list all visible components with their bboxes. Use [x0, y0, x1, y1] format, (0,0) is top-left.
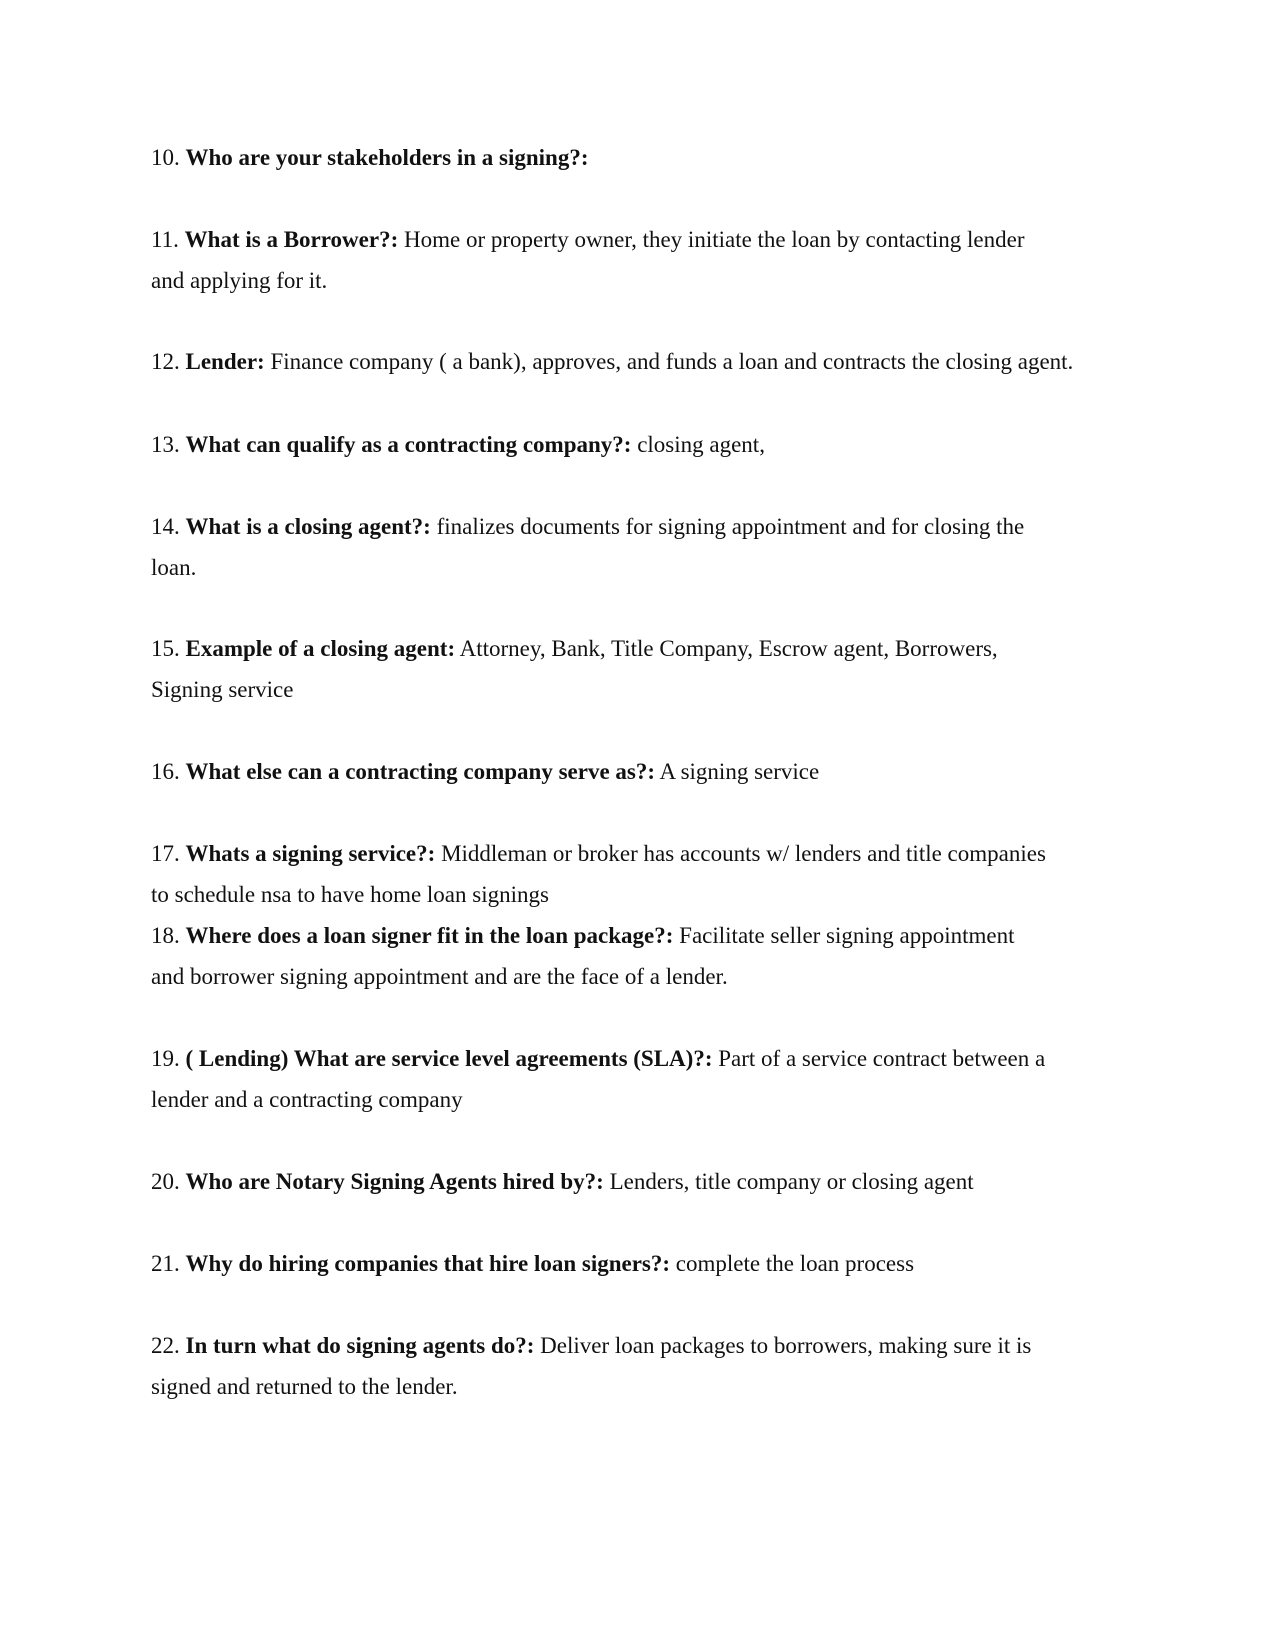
item-answer: closing agent, [637, 432, 765, 457]
item-answer: complete the loan process [675, 1251, 915, 1276]
item-number: 19. [151, 1046, 180, 1071]
item-15-continuation: Signing service [151, 677, 294, 702]
item-19 [151, 1046, 1045, 1072]
item-question: What else can a contracting company serve as?: [185, 759, 656, 784]
item-22-continuation: signed and returned to the lender. [151, 1374, 458, 1399]
item-question: Example of a closing agent: [185, 636, 456, 661]
item-17-continuation: to schedule nsa to have home loan signings [151, 882, 549, 907]
item-question: Where does a loan signer fit in the loan package?: [185, 923, 674, 948]
item-number: 17. [151, 841, 180, 866]
item-question: In turn what do signing agents do?: [185, 1333, 535, 1358]
item-20 [151, 1169, 974, 1195]
item-19-continuation: lender and a contracting company [151, 1087, 463, 1112]
item-18-continuation: and borrower signing appointment and are the face of a lender. [151, 964, 728, 989]
item-number: 15. [151, 636, 180, 661]
item-answer: finalizes documents for signing appointment and for closing the [436, 514, 1025, 539]
item-22 [151, 1333, 1031, 1359]
item-14-continuation: loan. [151, 555, 197, 580]
item-answer: Home or property owner, they initiate the loan by contacting lender [403, 227, 1025, 252]
item-number: 13. [151, 432, 180, 457]
item-18 [151, 923, 1015, 949]
item-number: 14. [151, 514, 180, 539]
item-13 [151, 432, 765, 458]
item-11-continuation: and applying for it. [151, 268, 328, 293]
item-14 [151, 514, 1024, 540]
item-question: What is a Borrower?: [184, 227, 399, 252]
item-answer: Deliver loan packages to borrowers, making sure it is [540, 1333, 1032, 1358]
item-answer: Facilitate seller signing appointment [679, 923, 1015, 948]
item-answer: Finance company ( a bank), approves, and funds a loan and contracts the closing agent. [270, 349, 1074, 374]
item-number: 16. [151, 759, 180, 784]
item-question: ( Lending) What are service level agreements (SLA)?: [185, 1046, 713, 1071]
item-number: 18. [151, 923, 180, 948]
item-15 [151, 636, 998, 662]
item-16 [151, 759, 819, 785]
item-question: Who are Notary Signing Agents hired by?: [185, 1169, 604, 1194]
item-10 [151, 145, 588, 171]
item-11 [151, 227, 1025, 253]
item-number: 11. [151, 227, 179, 252]
item-answer: Middleman or broker has accounts w/ lenders and title companies [441, 841, 1046, 866]
item-number: 22. [151, 1333, 180, 1358]
item-question: Whats a signing service?: [185, 841, 436, 866]
item-21 [151, 1251, 914, 1277]
item-question: Who are your stakeholders in a signing?: [185, 145, 589, 170]
item-question: What is a closing agent?: [185, 514, 431, 539]
item-12 [151, 349, 1073, 375]
item-question: Lender: [185, 349, 265, 374]
item-number: 21. [151, 1251, 180, 1276]
item-number: 20. [151, 1169, 180, 1194]
item-answer: A signing service [659, 759, 820, 784]
item-answer: Lenders, title company or closing agent [609, 1169, 974, 1194]
item-question: What can qualify as a contracting company?: [185, 432, 632, 457]
item-answer: Attorney, Bank, Title Company, Escrow agent, Borrowers, [459, 636, 998, 661]
item-question: Why do hiring companies that hire loan signers?: [185, 1251, 671, 1276]
item-answer: Part of a service contract between a [718, 1046, 1046, 1071]
item-number: 10. [151, 145, 180, 170]
item-17 [151, 841, 1046, 867]
item-number: 12. [151, 349, 180, 374]
